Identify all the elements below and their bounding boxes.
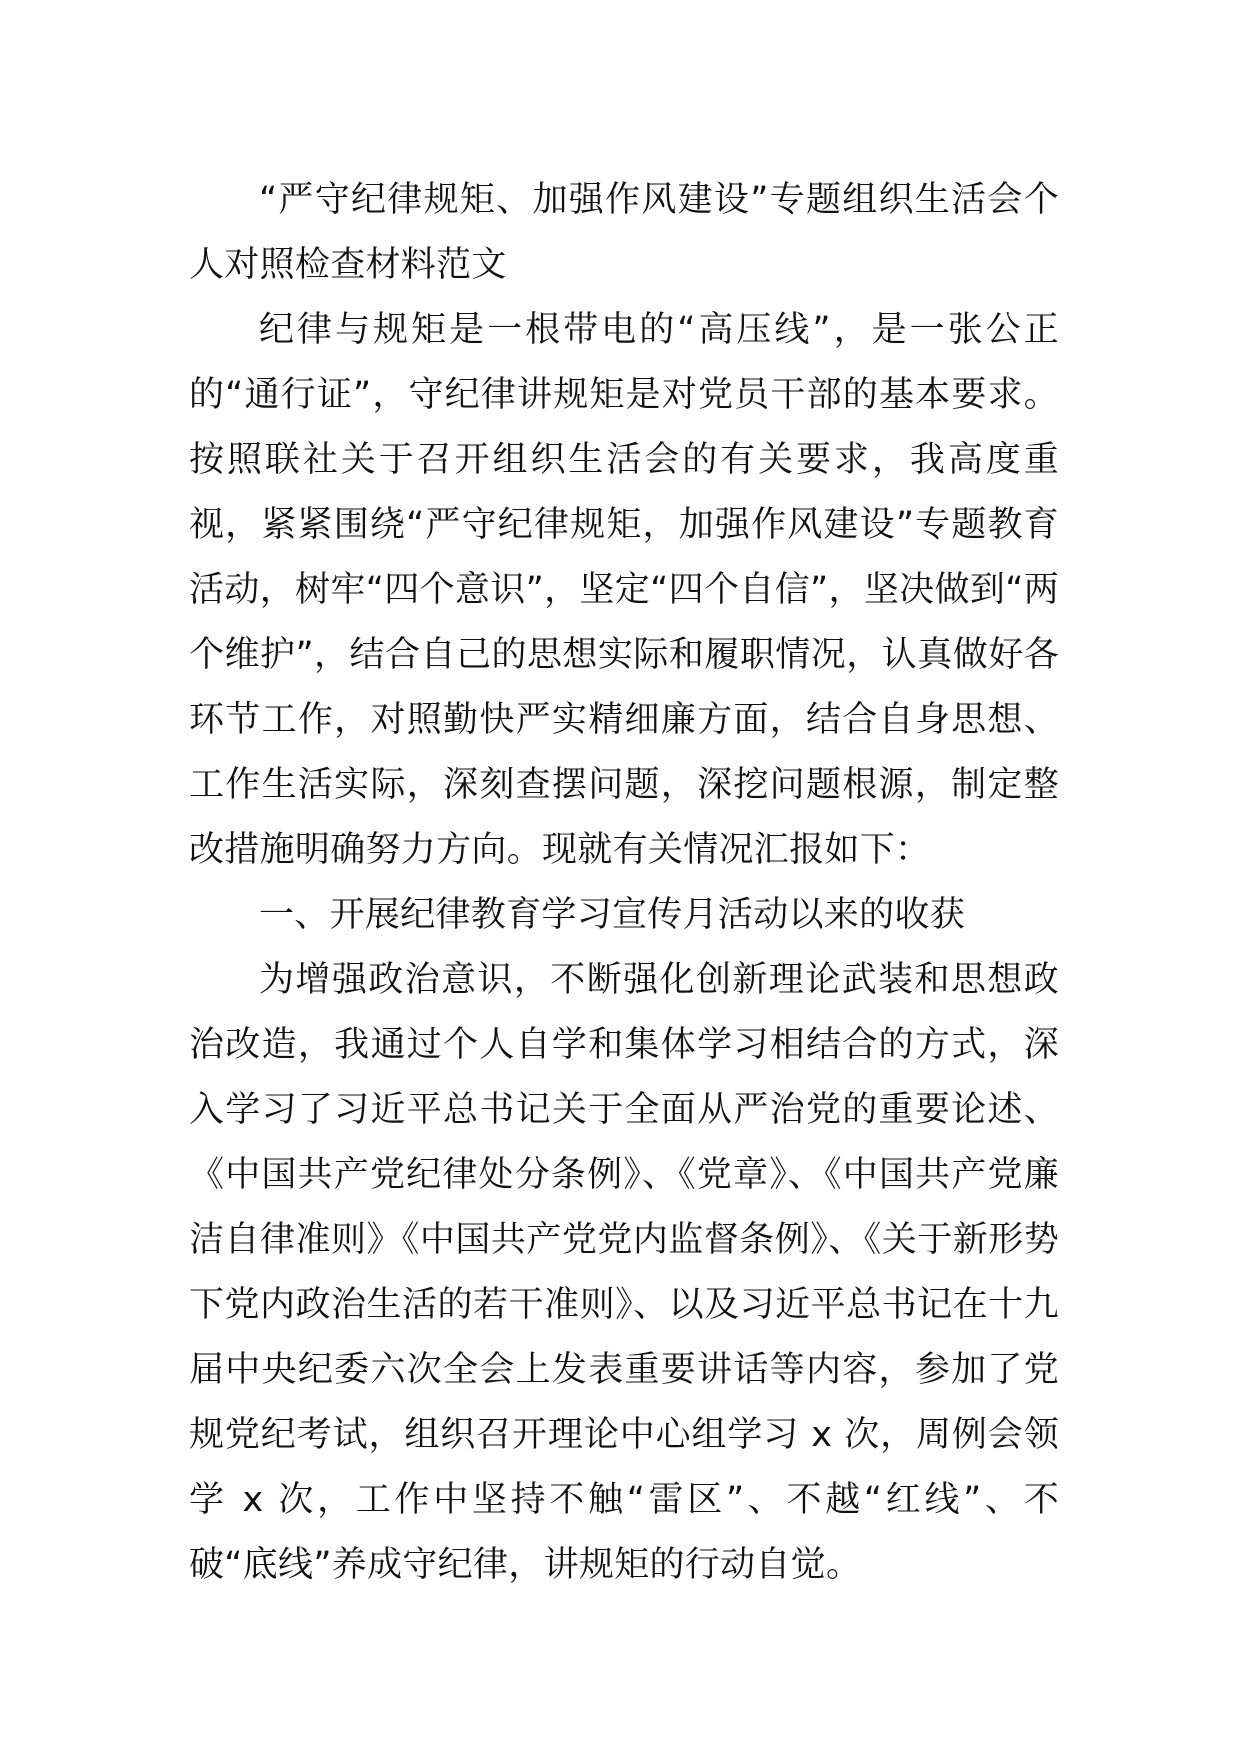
document-page xyxy=(189,168,1059,1598)
section-heading: 一、开展纪律教育学习宣传月活动以来的收获 xyxy=(259,895,966,935)
intro-paragraph: 纪律与规矩是一根带电的“高压线”，是一张公正的“通行证”，守纪律讲规矩是对党员干部的基本要求。按照联社关于召开组织生活会的有关要求，我高度重视，紧紧围绕“严守纪律规矩，加强作风建设”专题教育活动，树牢“四个意识”，坚定“四个自信”，坚决做到“两个维护”，结合自己的思想实际和履职情况，认真做好各环节工作，对照勤快严实精细廉方面，结合自身思想、工作生活实际，深刻查摆问题，深挖问题根源，制定整改措施明确努力方向。现就有关情况汇报如下： xyxy=(189,310,1059,870)
document-title: “严守纪律规矩、加强作风建设”专题组织生活会个人对照检查材料范文 xyxy=(189,180,1059,285)
body-paragraph: 为增强政治意识，不断强化创新理论武装和思想政治改造，我通过个人自学和集体学习相结合的方式，深入学习了习近平总书记关于全面从严治党的重要论述、《中国共产党纪律处分条例》、《党章》、《中国共产党廉洁自律准则》《中国共产党党内监督条例》、《关于新形势下党内政治生活的若干准则》、以及习近平总书记在十九届中央纪委六次全会上发表重要讲话等内容，参加了党规党纪考试，组织召开理论中心组学习 x 次，周例会领学 x 次，工作中坚持不触“雷区”、不越“红线”、不破“底线”养成守纪律，讲规矩的行动自觉。 xyxy=(189,960,1059,1585)
